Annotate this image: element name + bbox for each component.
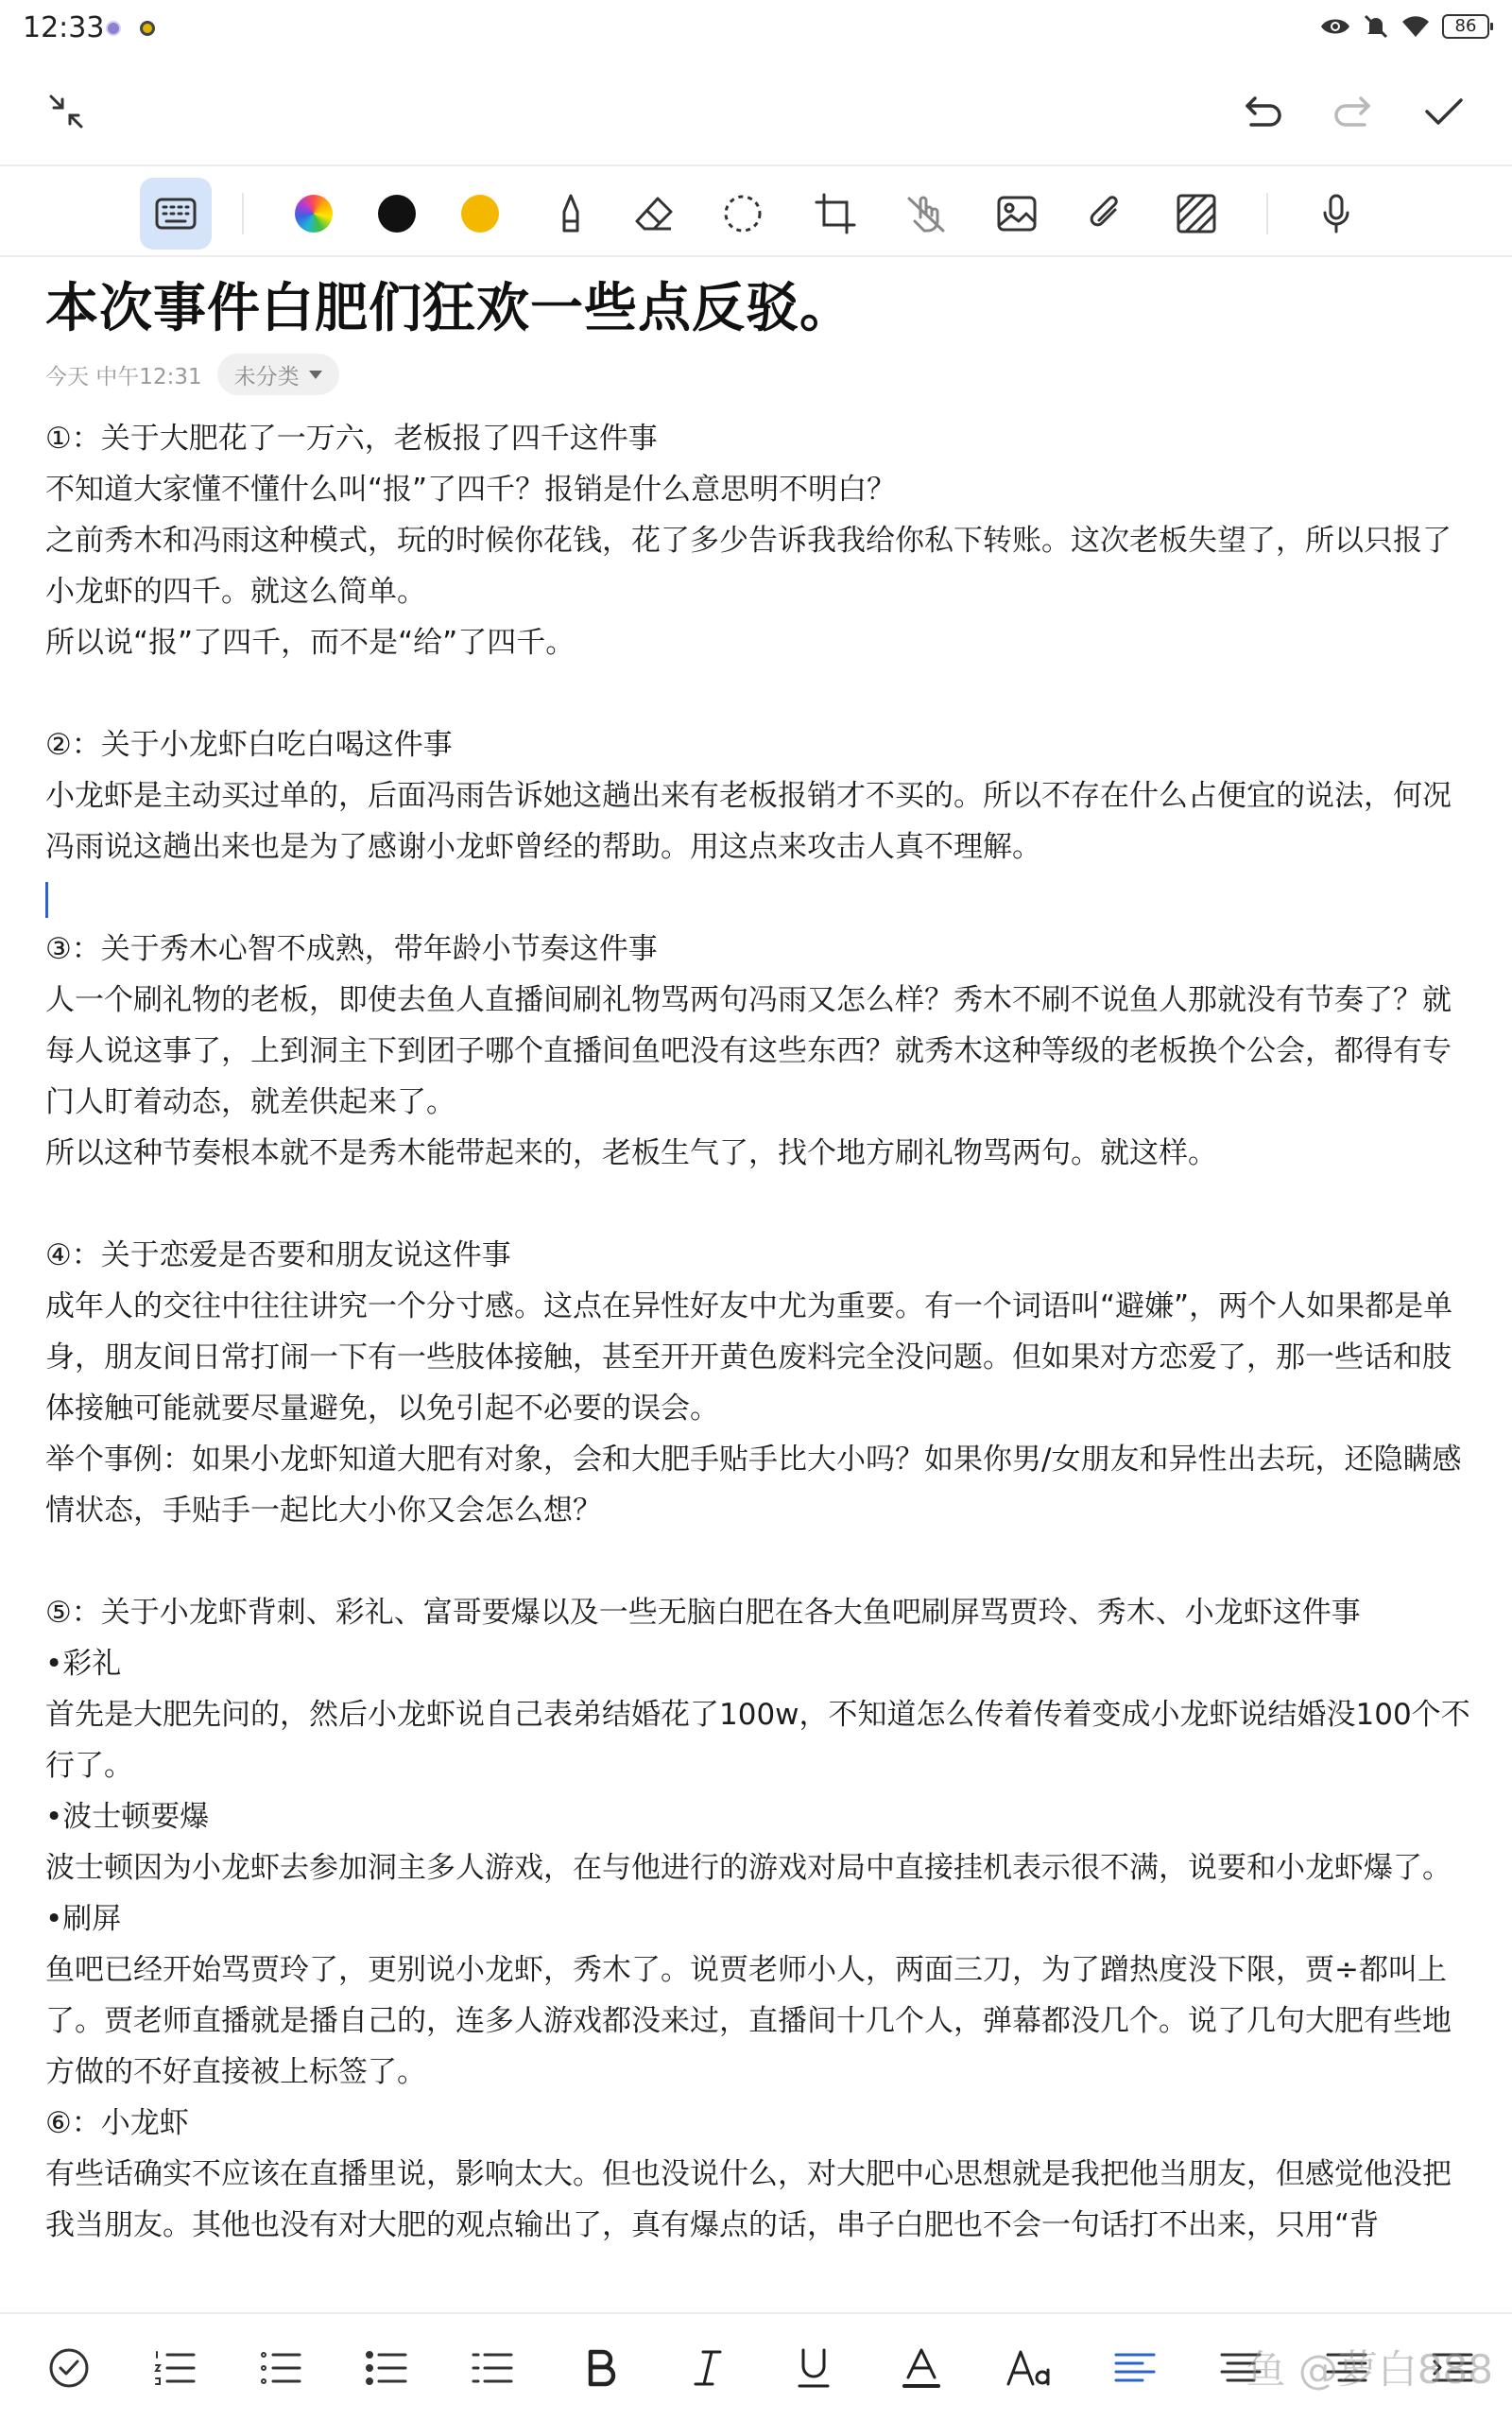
app-notification-icon-2 <box>140 21 155 36</box>
note-paragraph: 所以说“报”了四千，而不是“给”了四千。 <box>45 626 576 660</box>
note-paragraph: 有些话确实不应该在直播里说，影响太大。但也没说什么，对大肥中心思想就是我把他当朋友，但感觉他没把我当朋友。其他也没有对大肥的观点输出了，真有爆点的话，串子白肥也不会一句话打不出来，只用“背 <box>45 2157 1452 2242</box>
note-paragraph: 所以这种节奏根本就不是秀木能带起来的，老板生气了，找个地方刷礼物骂两句。就这样。 <box>45 1136 1217 1170</box>
text-color-icon[interactable] <box>888 2335 954 2401</box>
eye-icon <box>1319 15 1351 38</box>
note-paragraph: 小龙虾是主动买过单的，后面冯雨告诉她这趟出来有老板报销才不买的。所以不存在什么占便宜的说法，何况冯雨说这趟出来也是为了感谢小龙虾曾经的帮助。用这点来攻击人真不理解。 <box>45 779 1452 864</box>
image-icon[interactable] <box>981 178 1053 250</box>
yellow-color-swatch[interactable] <box>444 178 516 250</box>
drawing-toolbar <box>0 166 1512 257</box>
background-pattern-icon[interactable] <box>1160 178 1232 250</box>
attachment-icon[interactable] <box>1070 178 1142 250</box>
pen-icon[interactable] <box>535 178 607 250</box>
note-paragraph: 成年人的交往中往往讲究一个分寸感。这点在异性好友中尤为重要。有一个词语叫“避嫌”，两个人如果都是单身，朋友间日常打闹一下有一些肢体接触，甚至开开黄色废料完全没问题。但如果对方恋爱了，那一些话和肢体接触可能就要尽量避免，以免引起不必要的误会。 <box>45 1289 1453 1426</box>
category-label: 未分类 <box>233 364 300 389</box>
note-paragraph: 人一个刷礼物的老板，即使去鱼人直播间刷礼物骂两句冯雨又怎么样？秀木不刷不说鱼人那就没有节奏了？就每人说这事了，上到洞主下到团子哪个直播间鱼吧没有这些东西？就秀木这种等级的老板换个公会，都得有专门人盯着动态，就差供起来了。 <box>45 983 1452 1119</box>
status-time: 12:33 <box>23 11 105 44</box>
collapse-icon[interactable] <box>40 85 93 138</box>
note-meta <box>45 353 339 396</box>
note-paragraph: 不知道大家懂不懂什么叫“报”了四千？报销是什么意思明不明白？ <box>45 473 897 507</box>
note-paragraph: ⑤：关于小龙虾背刺、彩礼、富哥要爆以及一些无脑白肥在各大鱼吧刷屏骂贾玲、秀木、小龙虾这件事 <box>45 1596 1361 1630</box>
chevron-down-icon <box>309 371 322 379</box>
italic-icon[interactable] <box>675 2335 741 2401</box>
note-paragraph-blank <box>45 668 1478 719</box>
numbered-list-icon[interactable] <box>142 2335 208 2401</box>
dash-list-icon[interactable] <box>459 2335 525 2401</box>
text-cursor <box>45 873 1478 924</box>
microphone-icon[interactable] <box>1300 178 1372 250</box>
touch-off-icon[interactable] <box>890 178 962 250</box>
lettered-list-icon[interactable] <box>248 2335 314 2401</box>
bullet-list-icon[interactable] <box>353 2335 420 2401</box>
note-title[interactable]: 本次事件白肥们狂欢一些点反驳。 <box>45 278 853 339</box>
status-icons <box>1319 13 1489 40</box>
note-paragraph: •波士顿要爆 <box>45 1800 210 1834</box>
note-paragraph: 举个事例：如果小龙虾知道大肥有对象，会和大肥手贴手比大小吗？如果你男/女朋友和异性出去玩，还隐瞒感情状态，手贴手一起比大小你又会怎么想？ <box>45 1443 1462 1528</box>
status-bar <box>0 0 1512 57</box>
align-left-icon[interactable] <box>1102 2335 1168 2401</box>
check-icon[interactable] <box>1418 85 1470 138</box>
note-paragraph: 鱼吧已经开始骂贾玲了，更别说小龙虾，秀木了。说贾老师小人，两面三刀，为了蹭热度没下限，贾÷都叫上了。贾老师直播就是播自己的，连多人游戏都没来过，直播间十几个人，弹幕都没几个。说了几句大肥有些地方做的不好直接被上标签了。 <box>45 1953 1452 2089</box>
underline-icon[interactable] <box>781 2335 847 2401</box>
note-paragraph: •刷屏 <box>45 1902 122 1936</box>
black-color-swatch[interactable] <box>361 178 433 250</box>
note-paragraph: ②：关于小龙虾白吃白喝这件事 <box>45 728 453 762</box>
wifi-icon <box>1400 14 1431 39</box>
undo-icon[interactable] <box>1236 85 1289 138</box>
checklist-icon[interactable] <box>36 2335 102 2401</box>
note-paragraph: ③：关于秀木心智不成熟，带年龄小节奏这件事 <box>45 932 658 966</box>
color-wheel-icon[interactable] <box>278 178 350 250</box>
keyboard-icon[interactable] <box>140 178 212 250</box>
note-timestamp: 今天 中午12:31 <box>45 364 202 389</box>
font-size-icon[interactable] <box>996 2335 1062 2401</box>
category-dropdown[interactable] <box>217 354 339 395</box>
note-paragraph-blank <box>45 1536 1478 1587</box>
note-paragraph: ⑥：小龙虾 <box>45 2106 189 2140</box>
crop-icon[interactable] <box>799 178 871 250</box>
lasso-select-icon[interactable] <box>707 178 779 250</box>
bold-icon[interactable] <box>569 2335 635 2401</box>
redo-icon[interactable] <box>1327 85 1380 138</box>
note-paragraph: 之前秀木和冯雨这种模式，玩的时候你花钱，花了多少告诉我我给你私下转账。这次老板失望了，所以只报了小龙虾的四千。就这么简单。 <box>45 524 1452 609</box>
note-paragraph: 波士顿因为小龙虾去参加洞主多人游戏，在与他进行的游戏对局中直接挂机表示很不满，说要和小龙虾爆了。 <box>45 1851 1452 1885</box>
note-paragraph: ④：关于恋爱是否要和朋友说这件事 <box>45 1238 511 1272</box>
note-body[interactable] <box>45 413 1478 2251</box>
watermark: 鱼 @萝白888 <box>1246 2346 1493 2393</box>
note-paragraph: •彩礼 <box>45 1647 122 1681</box>
mute-bell-icon <box>1363 13 1389 40</box>
app-notification-icon <box>106 21 121 36</box>
top-action-bar <box>0 57 1512 166</box>
eraser-icon[interactable] <box>618 178 690 250</box>
note-paragraph: 首先是大肥先问的，然后小龙虾说自己表弟结婚花了100w，不知道怎么传着传着变成小龙虾说结婚没100个不行了。 <box>45 1698 1470 1783</box>
note-paragraph: ①：关于大肥花了一万六，老板报了四千这件事 <box>45 422 658 456</box>
battery-indicator: 86 <box>1442 14 1489 39</box>
note-paragraph-blank <box>45 1179 1478 1230</box>
